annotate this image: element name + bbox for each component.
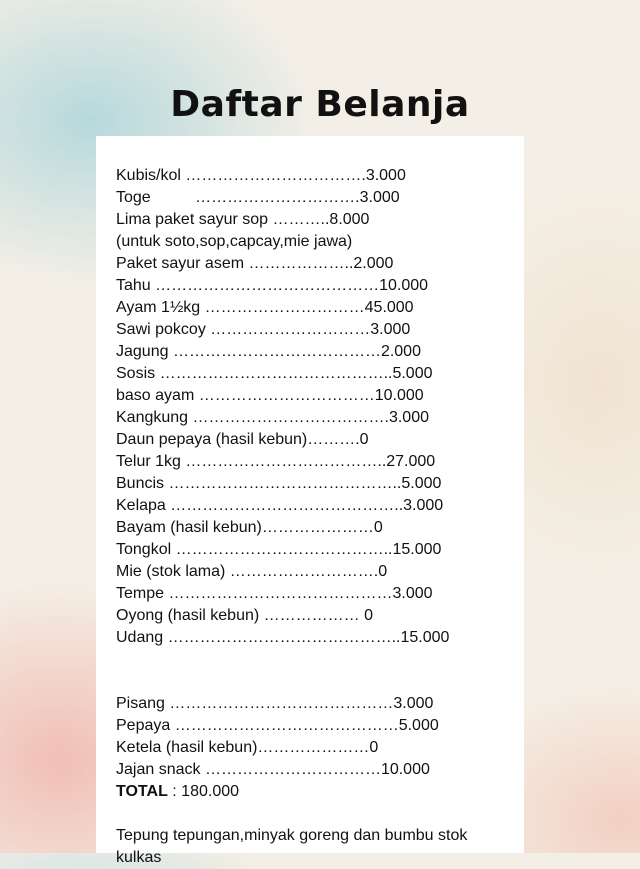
stock-note: Tepung tepungan,minyak goreng dan bumbu stok kulkas	[116, 827, 468, 866]
list-item: Kubis/kol …………………………….3.000	[116, 167, 406, 184]
list-item: Kangkung ……………………………….3.000	[116, 409, 429, 426]
list-item: Toge ………………………….3.000	[116, 189, 400, 206]
list-item: baso ayam ……………………………10.000	[116, 387, 424, 404]
page-title: Daftar Belanja	[170, 84, 470, 125]
list-item: Pepaya ……………………………………5.000	[116, 717, 439, 734]
list-item: Udang ……………………………………..15.000	[116, 629, 450, 646]
list-item: Jagung …………………………………2.000	[116, 343, 421, 360]
list-item: Sawi pokcoy …………………………3.000	[116, 321, 411, 338]
list-item: Bayam (hasil kebun)…………………0	[116, 519, 383, 536]
list-item: Oyong (hasil kebun) ……………… 0	[116, 607, 373, 624]
list-item: Mie (stok lama) ……………………….0	[116, 563, 388, 580]
shopping-list	[116, 165, 516, 869]
list-item: Lima paket sayur sop ………..8.000	[116, 211, 370, 228]
list-item: Ayam 1½kg …………………………45.000	[116, 299, 414, 316]
list-item: Tempe ……………………………………3.000	[116, 585, 433, 602]
list-item: Paket sayur asem ………………..2.000	[116, 255, 394, 272]
list-item: Buncis ……………………………………..5.000	[116, 475, 442, 492]
list-item: Sosis ……………………………………..5.000	[116, 365, 433, 382]
total-value: : 180.000	[167, 783, 240, 800]
total-row	[116, 781, 516, 803]
list-item: Jajan snack ……………………………10.000	[116, 761, 430, 778]
list-item: Ketela (hasil kebun)…………………0	[116, 739, 379, 756]
list-item: Telur 1kg ………………………………..27.000	[116, 453, 436, 470]
list-spacer	[116, 649, 516, 693]
list-item: Kelapa ……………………………………..3.000	[116, 497, 444, 514]
list-item: (untuk soto,sop,capcay,mie jawa)	[116, 233, 353, 250]
list-item: Tahu ……………………………………10.000	[116, 277, 429, 294]
total-label: TOTAL	[116, 783, 168, 800]
list-item: Tongkol …………………………………..15.000	[116, 541, 442, 558]
list-item: Daun pepaya (hasil kebun)……….0	[116, 431, 369, 448]
list-item: Pisang ……………………………………3.000	[116, 695, 434, 712]
